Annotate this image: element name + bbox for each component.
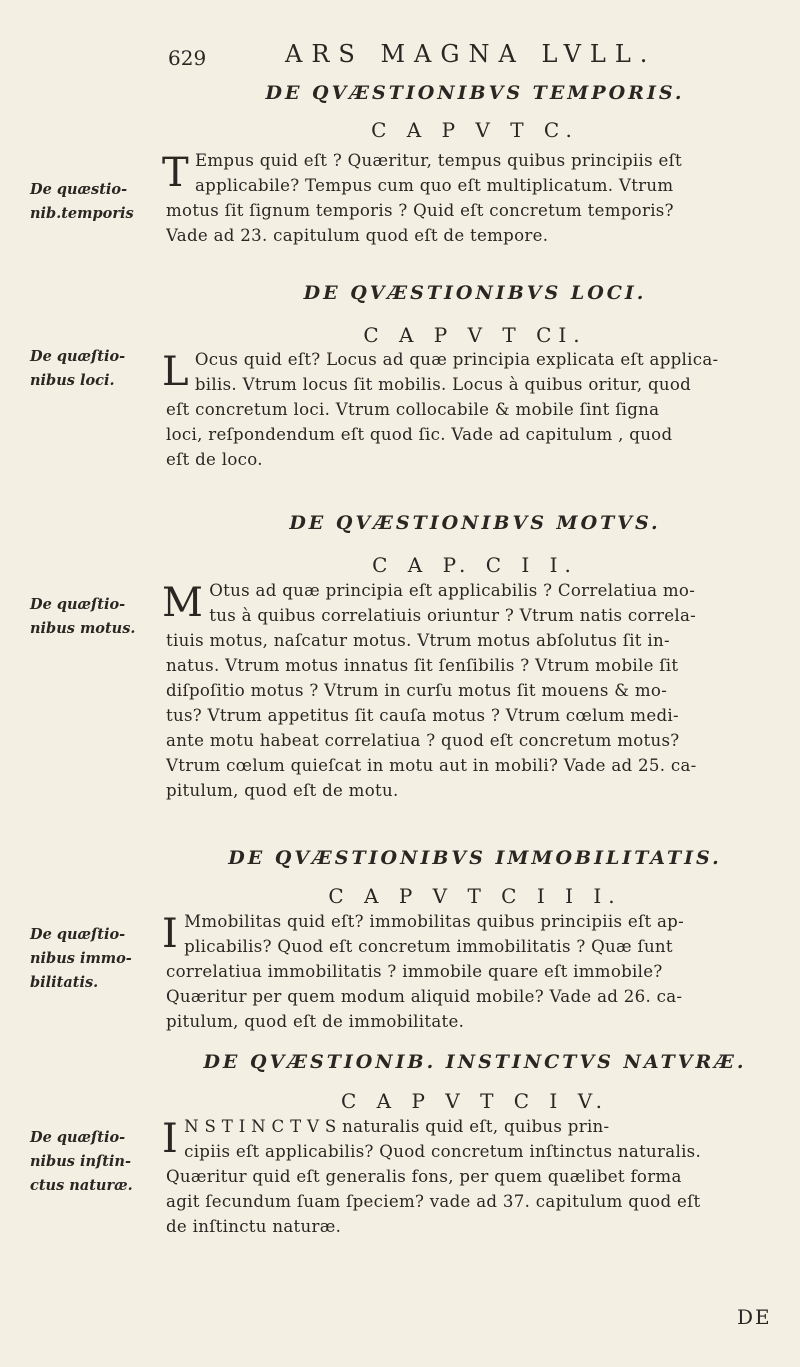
- paragraph: [162, 909, 790, 1034]
- margin-note: [30, 1126, 160, 1198]
- text-line: tus à quibus correlatiuis oriuntur ? Vtrum natis correla-: [209, 606, 697, 625]
- section-title: DE QVÆSTIONIBVS MOTVS.: [289, 512, 661, 534]
- chapter-heading: C A P V T C.: [371, 118, 579, 142]
- text-line: motus ſit ſignum temporis ? Quid eſt concretum temporis?: [166, 201, 674, 220]
- section-title: DE QVÆSTIONIBVS TEMPORIS.: [265, 82, 685, 104]
- section-title: DE QVÆSTIONIBVS LOCI.: [303, 282, 647, 304]
- text-line: N S T I N C T V S naturalis quid eſt, quibus prin-: [184, 1117, 610, 1136]
- text-line: pitulum, quod eſt de motu.: [166, 781, 399, 800]
- paragraph: [162, 347, 790, 472]
- section-title: DE QVÆSTIONIB. INSTINCTVS NATVRÆ.: [203, 1051, 747, 1073]
- chapter-heading: C A P V T C I V.: [341, 1089, 609, 1113]
- margin-note-line: De quæſtio-: [30, 926, 126, 943]
- text-line: natus. Vtrum motus innatus ſit ſenſibilis ? Vtrum mobile ſit: [166, 656, 679, 675]
- initial-letter: I: [162, 1116, 179, 1162]
- margin-note-line: De quæſtio-: [30, 596, 126, 613]
- text-line: tus? Vtrum appetitus ſit cauſa motus ? Vtrum cœlum medi-: [166, 706, 679, 725]
- text-line: de inſtinctu naturæ.: [166, 1217, 342, 1236]
- margin-note-line: ctus naturæ.: [30, 1177, 133, 1194]
- text-line: Ocus quid eſt? Locus ad quæ principia explicata eſt applica-: [194, 350, 719, 369]
- margin-note: [30, 923, 160, 995]
- section-title: DE QVÆSTIONIBVS IMMOBILITATIS.: [228, 847, 722, 869]
- text-line: eſt concretum loci. Vtrum collocabile & mobile ſint ſigna: [166, 400, 660, 419]
- catchword: DE: [737, 1305, 772, 1329]
- text-line: applicabile? Tempus cum quo eſt multiplicatum. Vtrum: [194, 176, 674, 195]
- running-title: ARS MAGNA LVLL.: [285, 40, 657, 68]
- initial-letter: M: [162, 580, 204, 626]
- margin-note-line: nibus loci.: [30, 372, 115, 389]
- margin-note-line: bilitatis.: [30, 974, 99, 991]
- initial-letter: T: [162, 150, 189, 196]
- text-line: loci, reſpondendum eſt quod ſic. Vade ad capitulum , quod: [166, 425, 673, 444]
- chapter-heading: C A P. C I I.: [372, 553, 578, 577]
- chapter-heading: C A P V T CI.: [363, 323, 587, 347]
- margin-note-line: nibus inſtin-: [30, 1153, 131, 1170]
- text-line: correlatiua immobilitatis ? immobile quare eſt immobile?: [166, 962, 663, 981]
- page-number: 629: [168, 46, 207, 70]
- text-line: Empus quid eſt ? Quæritur, tempus quibus principiis eſt: [194, 151, 683, 170]
- text-line: diſpoſitio motus ? Vtrum in curſu motus ſit mouens & mo-: [166, 681, 668, 700]
- text-line: Vtrum cœlum quieſcat in motu aut in mobili? Vade ad 25. ca-: [166, 756, 697, 775]
- margin-note-line: nibus motus.: [30, 620, 136, 637]
- text-line: eſt de loco.: [166, 450, 263, 469]
- margin-note: [30, 345, 160, 393]
- initial-letter: L: [162, 349, 189, 395]
- text-line: Otus ad quæ principia eſt applicabilis ? Correlatiua mo-: [209, 581, 696, 600]
- text-line: Vade ad 23. capitulum quod eſt de tempore.: [166, 226, 549, 245]
- text-line: Quæritur per quem modum aliquid mobile? Vade ad 26. ca-: [166, 987, 683, 1006]
- text-line: Quæritur quid eſt generalis fons, per quem quælibet forma: [166, 1167, 682, 1186]
- text-line: bilis. Vtrum locus ſit mobilis. Locus à quibus oritur, quod: [194, 375, 692, 394]
- text-line: tiuis motus, naſcatur motus. Vtrum motus abſolutus ſit in-: [166, 631, 670, 650]
- margin-note-line: De quæſtio-: [30, 348, 126, 365]
- text-line: plicabilis? Quod eſt concretum immobilitatis ? Quæ ſunt: [184, 937, 673, 956]
- text-line: ante motu habeat correlatiua ? quod eſt concretum motus?: [166, 731, 680, 750]
- paragraph: [162, 1114, 790, 1239]
- text-line: Mmobilitas quid eſt? immobilitas quibus principiis eſt ap-: [184, 912, 685, 931]
- margin-note-line: nib.temporis: [30, 205, 134, 222]
- margin-note-line: nibus immo-: [30, 950, 132, 967]
- initial-letter: I: [162, 911, 179, 957]
- margin-note: [30, 593, 160, 641]
- page-header: [0, 40, 800, 74]
- paragraph: [162, 578, 790, 803]
- margin-note-line: De quæstio-: [30, 181, 128, 198]
- paragraph: [162, 148, 790, 248]
- margin-note: [30, 178, 160, 226]
- chapter-heading: C A P V T C I I I.: [328, 884, 622, 908]
- text-line: cipiis eſt applicabilis? Quod concretum inſtinctus naturalis.: [184, 1142, 702, 1161]
- text-line: pitulum, quod eſt de immobilitate.: [166, 1012, 465, 1031]
- text-line: agit ſecundum ſuam ſpeciem? vade ad 37. capitulum quod eſt: [166, 1192, 701, 1211]
- margin-note-line: De quæſtio-: [30, 1129, 126, 1146]
